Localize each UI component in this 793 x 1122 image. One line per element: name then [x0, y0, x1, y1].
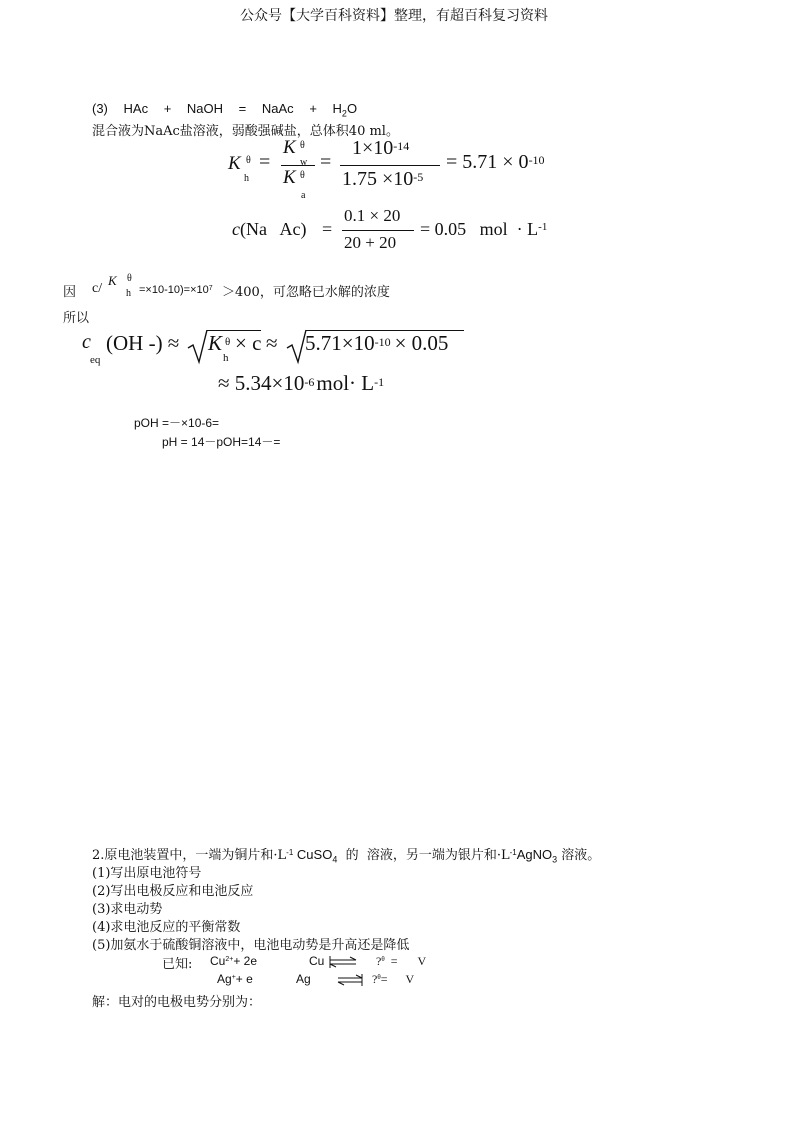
reactant-naoh: NaOH	[186, 101, 224, 116]
reactant-hac: HAc	[123, 101, 149, 116]
radical-sign-1	[188, 328, 208, 364]
oh-c-sub: eq	[90, 354, 101, 366]
oh-result: ≈ 5.34×10-6mol· L-1	[218, 371, 385, 395]
plus-sign-2: +	[309, 101, 317, 116]
reaction-line	[92, 101, 357, 119]
ka-k: K	[283, 167, 296, 188]
known2-potential: ?$^\theta$= V	[372, 972, 415, 986]
kw-k: K	[283, 137, 296, 158]
question2-title: 2.原电池装置中，一端为铜片和$\cdot L^{-1}$ CuSO$_4$ 的 溶液，另一端为银片和$\cdot L^{-1}AgNO_3$ 溶液。	[92, 847, 601, 865]
kh-eq2: =	[320, 151, 332, 173]
kw-theta: θ	[300, 140, 305, 151]
conc-eq: =	[322, 219, 333, 239]
kh-lhs-sub: h	[244, 173, 249, 184]
fraction-bar-kw-ka	[281, 165, 315, 166]
water-o: O	[346, 101, 358, 116]
kw-sub: w	[300, 157, 308, 168]
fraction-bar-values	[340, 165, 440, 166]
because-prefix: 因	[63, 285, 77, 300]
water-sub: 2	[341, 108, 347, 119]
radical1-times-c: × c	[235, 331, 262, 355]
because-theta: θ	[127, 273, 132, 284]
conc-lhs: c(Na Ac)	[232, 219, 307, 239]
because-c: c/	[92, 281, 103, 296]
conc-numerator: 0.1 × 20	[344, 206, 401, 225]
ka-theta: θ	[300, 170, 305, 181]
kh-eq1: =	[259, 151, 271, 173]
question2-item-1: (1)写出原电池符号	[92, 866, 202, 881]
known1-lhs: $Cu^{2+}+ 2e$	[210, 954, 258, 968]
because-k: K	[108, 273, 117, 288]
water-h: H	[332, 101, 342, 116]
solution-text: 解：电对的电极电势分别为：	[92, 995, 262, 1010]
ka-value: $1.75 \times 10^{-5}$	[342, 168, 424, 190]
oh-c: c	[82, 331, 91, 353]
kh-result: = $5.71 \times 0^{-10}$	[446, 151, 545, 173]
ph-line: pH = 14－pOH=14－=	[162, 435, 281, 449]
part-label: (3)	[92, 101, 108, 116]
equilibrium-arrow-1	[328, 955, 358, 969]
known-label: 已知:	[162, 957, 193, 972]
intro-text: 混合液为NaAc盐溶液，弱酸强碱盐，总体积40 ml。	[92, 124, 399, 139]
because-ratio: $=\times 10-10)=\times 10^7$	[139, 284, 213, 296]
question2-item-4: (4)求电池反应的平衡常数	[92, 920, 241, 935]
because-sub: h	[126, 288, 131, 299]
known1-rhs: Cu	[309, 954, 325, 968]
radical1-theta: θ	[225, 336, 231, 348]
oh-paren: (OH -) ≈	[106, 331, 180, 355]
question2-item-3: (3)求电动势	[92, 902, 163, 917]
therefore-text: 所以	[63, 311, 90, 326]
conc-denominator: 20 + 20	[344, 233, 397, 252]
page-header: 公众号【大学百科资料】整理，有超百科复习资料	[240, 8, 548, 24]
oh-approx: ≈	[266, 331, 278, 355]
conc-result: = 0.05 mol · $L^{-1}$	[420, 219, 548, 239]
fraction-bar-conc	[342, 230, 414, 231]
radical-sign-2	[287, 328, 307, 364]
plus-sign: +	[163, 101, 172, 116]
question2-item-2: (2)写出电极反应和电池反应	[92, 884, 254, 899]
radical1-sub: h	[223, 352, 229, 364]
equilibrium-arrow-2	[336, 973, 364, 987]
kw-value: $1\times 10^{-14}$	[352, 137, 410, 159]
kh-lhs-k: K	[228, 153, 241, 174]
product-naac: NaAc	[261, 101, 294, 116]
known2-rhs: Ag	[296, 972, 311, 986]
radical1-k: K	[208, 331, 223, 355]
known2-lhs: Ag++ e	[217, 972, 253, 986]
known1-potential: ?$^\theta$ = V	[376, 954, 427, 968]
radical2-value: 5.71×10-10 × 0.05	[305, 331, 449, 355]
equals-sign: =	[238, 101, 247, 116]
ka-sub: a	[301, 190, 306, 201]
question2-item-5: (5)加氨水于硫酸铜溶液中，电池电动势是升高还是降低	[92, 938, 410, 953]
poh-line: pOH =－×10-6=	[134, 416, 220, 430]
kh-lhs-theta: θ	[246, 155, 251, 166]
because-tail: ＞400，可忽略已水解的浓度	[222, 285, 390, 300]
